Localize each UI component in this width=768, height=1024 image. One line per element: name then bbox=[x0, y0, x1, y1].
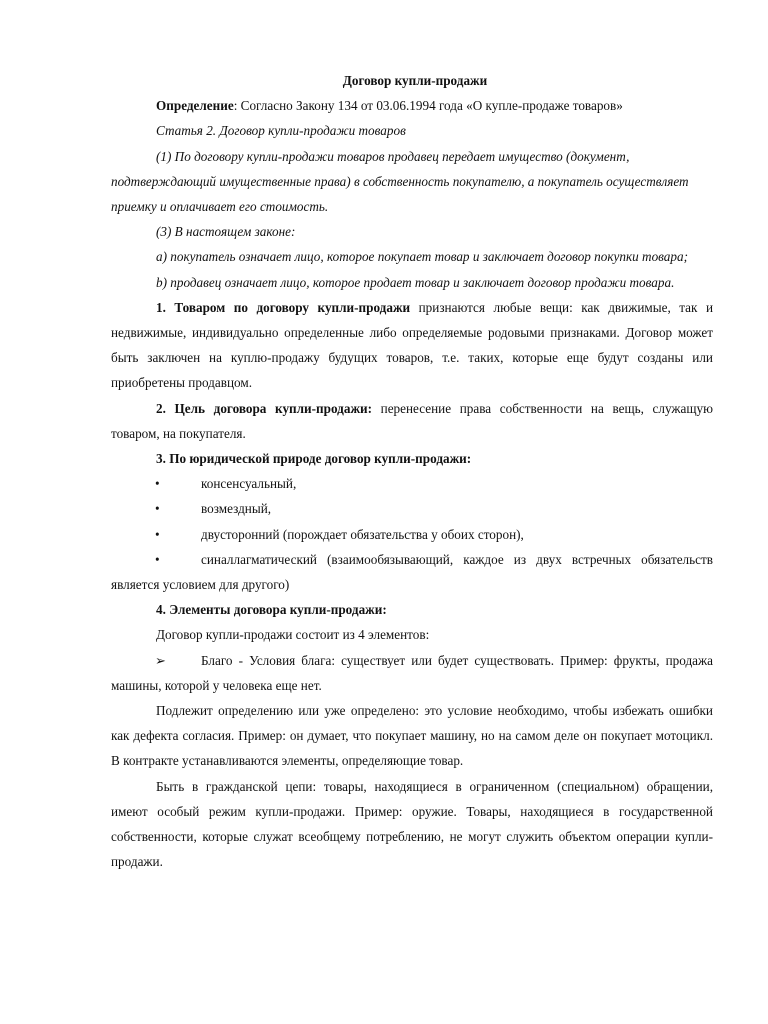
law-paragraph-3: (3) В настоящем законе: bbox=[156, 224, 296, 240]
bullet-icon: • bbox=[155, 501, 160, 517]
list-item bbox=[111, 547, 713, 597]
list-item bbox=[111, 471, 713, 496]
section-4-paragraph-3: Быть в гражданской цепи: товары, находящиеся в ограниченном (специальном) обращении, имеют особый режим купли-продажи. Пример: оружие. Товары, находящиеся в государственной собственности, которые служат всеобщему потреблению, не могут служить объектом операции купли-продажи. bbox=[111, 778, 713, 870]
list-item-text: синаллагматический (взаимообязывающий, каждое из двух встречных обязательств является условием для другого) bbox=[111, 551, 713, 593]
section-1 bbox=[111, 295, 713, 396]
bullet-icon: • bbox=[155, 526, 160, 542]
definition-text: : Согласно Закону 134 от 03.06.1994 года «О купле-продаже товаров» bbox=[233, 98, 623, 114]
section-1-heading: 1. Товаром по договору купли-продажи bbox=[156, 299, 411, 315]
law-paragraph-1: (1) По договору купли-продажи товаров продавец передает имущество (документ, подтверждающий имущественные права) в собственность покупателю, а покупатель осуществляет приемку и оплачивает его стоимость. bbox=[111, 148, 689, 215]
section-4-intro: Договор купли-продажи состоит из 4 элементов: bbox=[156, 627, 430, 643]
section-1-text: признаются любые вещи: как движимые, так и недвижимые, индивидуально определенные либо определяемые родовыми признаками. Договор может быть заключен на куплю-продажу будущих товаров, т.е. таких, которые еще будут созданы или приобретены продавцом. bbox=[111, 299, 714, 391]
list-item-text: двусторонний (порождает обязательства у обоих сторон), bbox=[201, 526, 524, 542]
list-item bbox=[111, 496, 713, 521]
document-title: Договор купли-продажи bbox=[342, 73, 488, 88]
section-4-item-1 bbox=[111, 648, 713, 698]
law-article-title: Статья 2. Договор купли-продажи товаров bbox=[156, 123, 406, 139]
law-item-b: b) продавец означает лицо, которое продает товар и заключает договор продажи товара. bbox=[156, 274, 675, 290]
section-4-heading: 4. Элементы договора купли-продажи: bbox=[156, 602, 387, 618]
section-4-paragraph-2: Подлежит определению или уже определено: это условие необходимо, чтобы избежать ошибки как дефекта согласия. Пример: он думает, что покупает машину, но на самом деле он покупает мотоцикл. В контракте устанавливаются элементы, определяющие товар. bbox=[111, 703, 713, 769]
bullet-icon: • bbox=[155, 476, 160, 492]
definition-label: Определение bbox=[156, 98, 234, 114]
section-3-heading: 3. По юридической природе договор купли-продажи: bbox=[156, 451, 472, 467]
bullet-icon: • bbox=[155, 551, 160, 567]
law-item-a: а) покупатель означает лицо, которое покупает товар и заключает договор покупки товара; bbox=[156, 249, 688, 265]
section-2-heading: 2. Цель договора купли-продажи: bbox=[156, 400, 372, 416]
list-item-text: консенсуальный, bbox=[201, 476, 297, 492]
arrow-bullet-icon: ➢ bbox=[155, 652, 167, 668]
list-item-text: возмездный, bbox=[201, 501, 272, 517]
list-item bbox=[111, 522, 713, 547]
section-4-item-1-text: Благо - Условия блага: существует или будет существовать. Пример: фрукты, продажа машины, которой у человека еще нет. bbox=[111, 652, 713, 693]
section-2 bbox=[111, 396, 713, 446]
definition-line bbox=[111, 93, 713, 118]
document-page bbox=[111, 68, 713, 875]
section-2-text: перенесение права собственности на вещь, служащую товаром, на покупателя. bbox=[111, 400, 713, 441]
